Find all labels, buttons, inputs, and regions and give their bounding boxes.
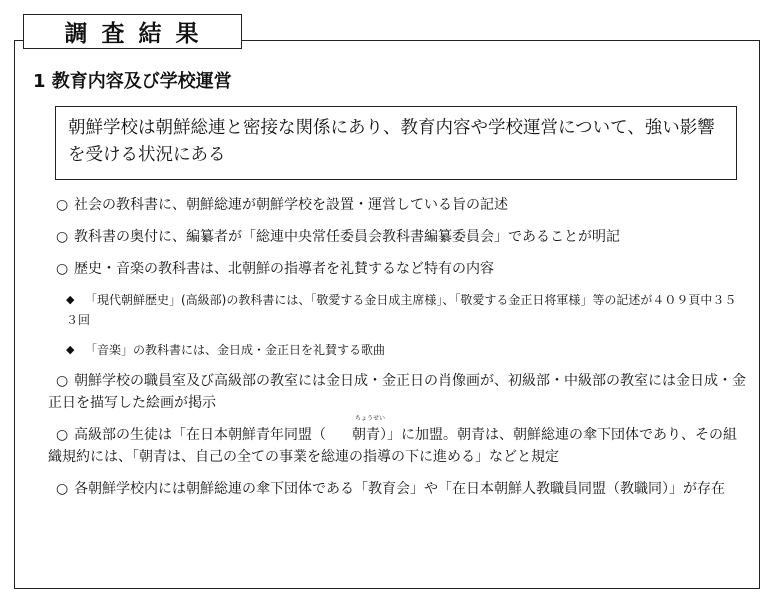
summary-text: 朝鮮学校は朝鮮総連と密接な関係にあり、教育内容や学校運営について、強い影響を受ける状況にある <box>68 118 715 165</box>
list-item <box>48 370 748 414</box>
sub-list-item <box>48 340 748 360</box>
sub-list-item-text: 「音楽」の教科書には、金日成・金正日を礼賛する歌曲 <box>85 343 386 357</box>
youth-text-start: 高級部の生徒は「在日本朝鮮青年同盟（ <box>74 427 326 443</box>
heading: 1 教育内容及び学校運営 <box>33 71 232 92</box>
list-item <box>48 415 748 468</box>
diamond-bullet-icon: ◆ <box>66 293 75 306</box>
list-item-text: 朝鮮学校の職員室及び高級部の教室には金日成・金正日の肖像画が、初級部・中級部の教室には金日成・金正日を描写した絵画が掲示 <box>48 373 746 411</box>
ruby-word <box>326 415 386 446</box>
list-item-text: 各朝鮮学校内には朝鮮総連の傘下団体である「教育会」や「在日本朝鮮人教職員同盟（教職同）」が存在 <box>74 481 725 497</box>
circle-bullet-icon: ○ <box>56 261 69 277</box>
circle-bullet-icon: ○ <box>56 373 69 389</box>
section-title: 調査結果 <box>23 14 242 49</box>
list-item <box>48 258 748 280</box>
circle-bullet-icon: ○ <box>56 427 69 443</box>
circle-bullet-icon: ○ <box>56 197 69 213</box>
list-item-text: 教科書の奥付に、編纂者が「総連中央常任委員会教科書編纂委員会」であることが明記 <box>74 229 620 245</box>
ruby-base: 朝青 <box>352 427 380 443</box>
list-item-text: 歴史・音楽の教科書は、北朝鮮の指導者を礼賛するなど特有の内容 <box>74 261 494 277</box>
findings-list <box>48 194 748 510</box>
sub-list-item-text: 「現代朝鮮歴史」(高級部)の教科書には、「敬愛する金日成主席様」、「敬愛する金正日将軍様」等の記述が４０９頁中３５３回 <box>66 293 737 327</box>
summary-box <box>55 106 737 180</box>
circle-bullet-icon: ○ <box>56 481 69 497</box>
ruby-reading: ちょうせい <box>355 415 386 422</box>
list-item <box>48 194 748 216</box>
sub-list-item <box>48 290 748 330</box>
youth-text-end: ）」に加盟。朝青は、朝鮮総連の傘下団体であり、その組織規約には、「朝青は、自己の全ての事業を総連の指導の下に進める」などと規定 <box>48 427 737 465</box>
list-item-text <box>48 415 737 465</box>
list-item <box>48 478 748 500</box>
circle-bullet-icon: ○ <box>56 229 69 245</box>
list-item <box>48 226 748 248</box>
diamond-bullet-icon: ◆ <box>66 343 75 356</box>
list-item-text: 社会の教科書に、朝鮮総連が朝鮮学校を設置・運営している旨の記述 <box>74 197 508 213</box>
